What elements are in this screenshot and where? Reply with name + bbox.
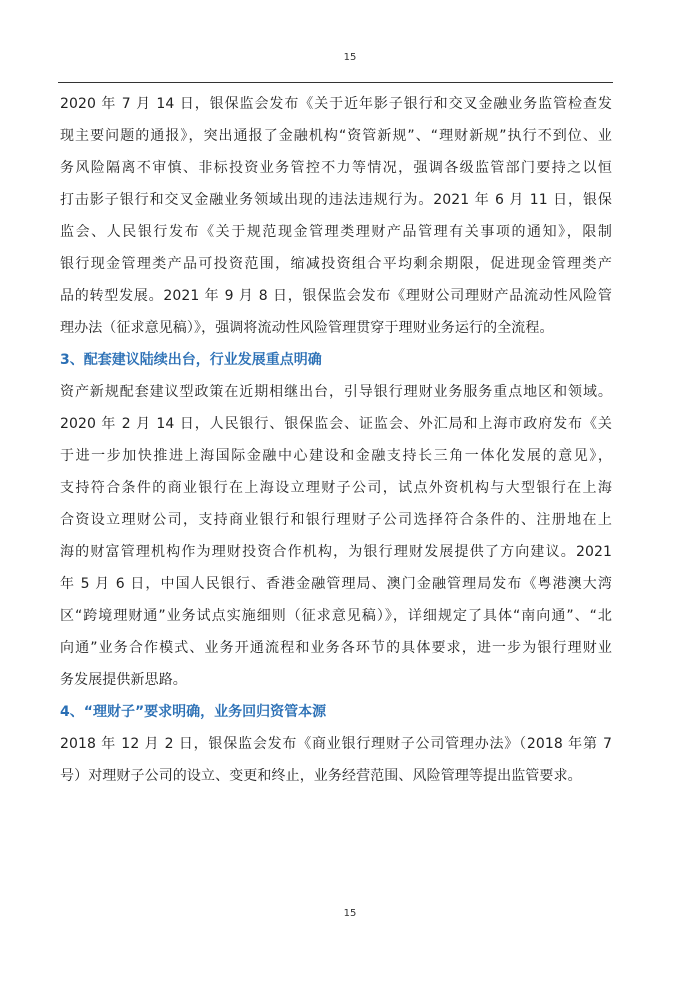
- text-line: 2018 年 12 月 2 日，银保监会发布《商业银行理财子公司管理办法》（2018 年第 7: [60, 736, 612, 752]
- text-line: 海的财富管理机构作为理财投资合作机构，为银行理财发展提供了方向建议。2021: [60, 544, 612, 560]
- text-line: 区“跨境理财通”业务试点实施细则（征求意见稿）》，详细规定了具体“南向通”、“北: [60, 608, 612, 624]
- header-rule: [58, 82, 613, 83]
- text-line: 品的转型发展。2021 年 9 月 8 日，银保监会发布《理财公司理财产品流动性风险管: [60, 288, 612, 304]
- text-line: 理办法（征求意见稿）》，强调将流动性风险管理贯穿于理财业务运行的全流程。: [60, 320, 554, 336]
- text-line: 向通”业务合作模式、业务开通流程和业务各环节的具体要求，进一步为银行理财业: [60, 640, 612, 656]
- text-line: 于进一步加快推进上海国际金融中心建设和金融支持长三角一体化发展的意见》，: [60, 448, 612, 464]
- text-line: 2020 年 2 月 14 日，人民银行、银保监会、证监会、外汇局和上海市政府发布《关: [60, 416, 612, 432]
- text-line: 支持符合条件的商业银行在上海设立理财子公司，试点外资机构与大型银行在上海: [60, 480, 612, 496]
- page-number-top: 15: [343, 52, 357, 63]
- text-line: 现主要问题的通报》，突出通报了金融机构“资管新规”、“理财新规”执行不到位、业: [60, 128, 612, 144]
- text-line: 务风险隔离不审慎、非标投资业务管控不力等情况，强调各级监管部门要持之以恒: [60, 160, 612, 176]
- text-line: 打击影子银行和交叉金融业务领域出现的违法违规行为。2021 年 6 月 11 日，银保: [60, 192, 612, 208]
- text-line: 资产新规配套建议型政策在近期相继出台，引导银行理财业务服务重点地区和领域。: [60, 384, 612, 400]
- document-body: [60, 88, 612, 792]
- text-line: 2020 年 7 月 14 日，银保监会发布《关于近年影子银行和交叉金融业务监管检查发: [60, 96, 612, 112]
- text-line: 号）对理财子公司的设立、变更和终止，业务经营范围、风险管理等提出监管要求。: [60, 768, 582, 784]
- section-heading: 4、“理财子”要求明确，业务回归资管本源: [60, 704, 327, 720]
- text-line: 合资设立理财公司，支持商业银行和银行理财子公司选择符合条件的、注册地在上: [60, 512, 612, 528]
- paragraph: [60, 376, 612, 696]
- section-heading: 3、配套建议陆续出台，行业发展重点明确: [60, 352, 322, 368]
- paragraph: [60, 728, 612, 792]
- paragraph: [60, 88, 612, 344]
- text-line: 务发展提供新思路。: [60, 672, 187, 688]
- text-line: 银行现金管理类产品可投资范围，缩减投资组合平均剩余期限，促进现金管理类产: [60, 256, 612, 272]
- text-line: 年 5 月 6 日，中国人民银行、香港金融管理局、澳门金融管理局发布《粤港澳大湾: [60, 576, 612, 592]
- text-line: 监会、人民银行发布《关于规范现金管理类理财产品管理有关事项的通知》，限制: [60, 224, 612, 240]
- page-number-bottom: 15: [343, 908, 357, 919]
